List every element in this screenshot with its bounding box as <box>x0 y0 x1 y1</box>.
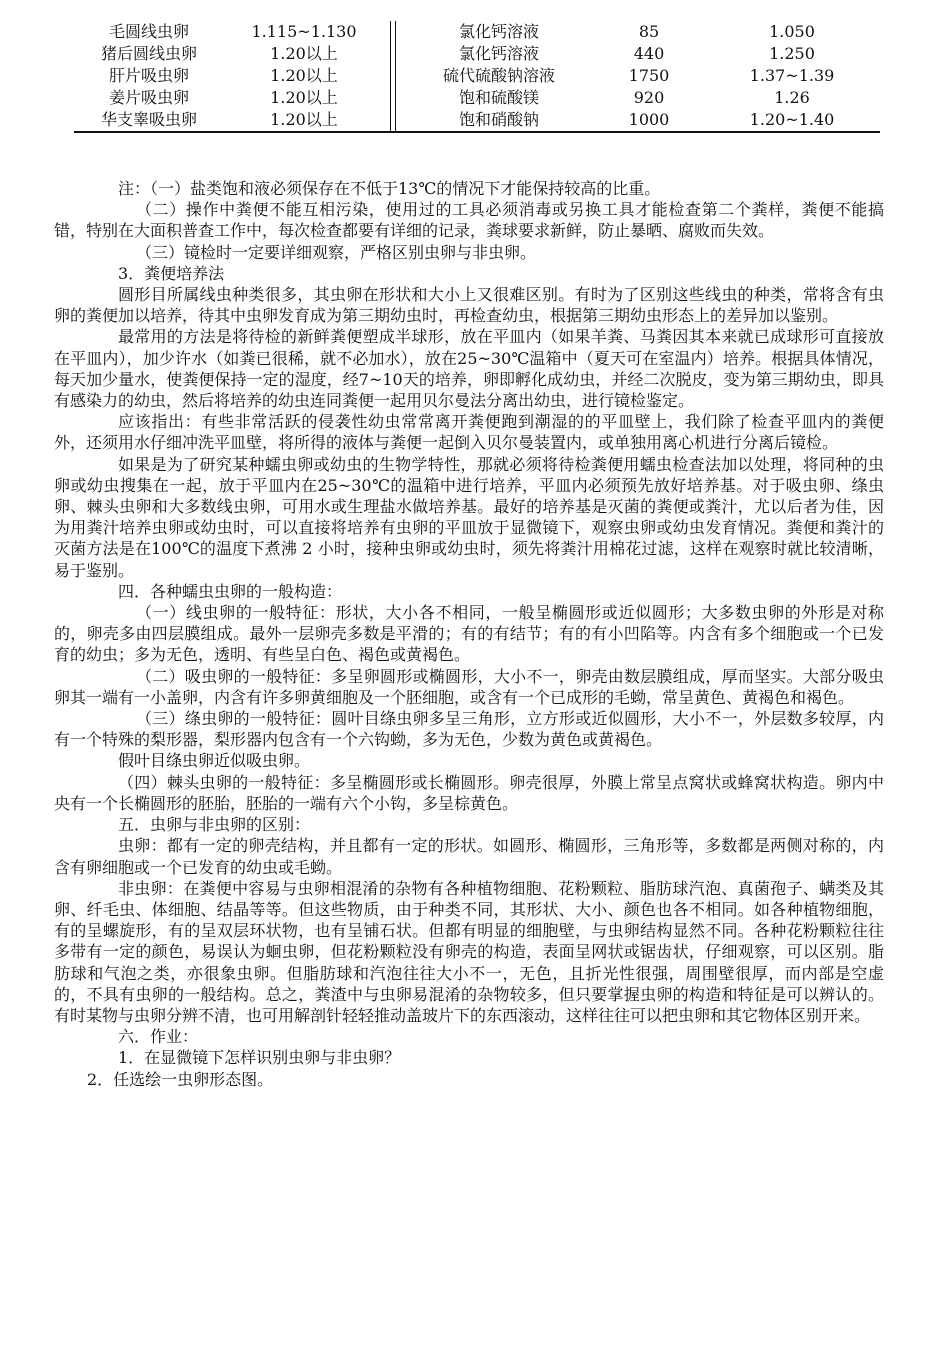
body-paragraph: 应该指出：有些非常活跃的侵袭性幼虫常常离开粪便跑到潮湿的的平皿壁上，我们除了检查平皿内的粪便外，还须用水仔细冲洗平皿壁，将所得的液体与粪便一起倒入贝尔曼装置内，或单独用离心机进行分离后镜检。 <box>54 412 884 453</box>
solution-amount-cell: 440 <box>633 44 665 63</box>
solution-amount-cell: 920 <box>633 88 665 107</box>
body-paragraph: （三）绦虫卵的一般特征：圆叶目绦虫卵多呈三角形，立方形或近似圆形，大小不一，外层数多较厚，内有一个特殊的梨形器，梨形器内包含有一个六钩蚴，多为无色，少数为黄色或黄褐色。 <box>54 709 884 750</box>
egg-gravity-cell: 1.20以上 <box>270 44 338 63</box>
egg-gravity-cell: 1.20以上 <box>270 66 338 85</box>
body-paragraph: （二）吸虫卵的一般特征：多呈卵圆形或椭圆形，大小不一，卵壳由数层膜组成，厚而坚实。大部分吸虫卵其一端有一小盖卵，内含有许多卵黄细胞及一个胚细胞，或含有一个已成形的毛蚴，常呈黄色、黄褐色和褐色。 <box>54 666 884 707</box>
gravity-table <box>74 21 880 133</box>
table-row <box>74 65 880 87</box>
section-heading: 五．虫卵与非虫卵的区别： <box>118 815 311 835</box>
solution-amount-cell: 1750 <box>628 66 670 85</box>
solution-name-cell: 氯化钙溶液 <box>458 44 539 63</box>
note-paragraph: （二）操作中粪便不能互相污染，使用过的工具必须消毒或另换工具才能检查第二个粪样，粪便不能搞错，特别在大面积普查工作中，每次检查都要有详细的记录，粪球要求新鲜，防止暴晒、腐败而失效。 <box>54 200 884 241</box>
solution-gravity-cell: 1.250 <box>769 44 815 63</box>
solution-name-cell: 硫代硫酸钠溶液 <box>442 66 555 85</box>
section-heading: 3．粪便培养法 <box>118 263 225 283</box>
solution-gravity-cell: 1.20~1.40 <box>749 110 835 129</box>
solution-name-cell: 饱和硫酸镁 <box>458 88 539 107</box>
assignment-item: 2．任选绘一虫卵形态图。 <box>87 1069 274 1089</box>
section-heading: 六．作业： <box>118 1027 199 1047</box>
body-paragraph: 虫卵：都有一定的卵壳结构，并且都有一定的形状。如圆形、椭圆形，三角形等，多数都是两侧对称的，内含有卵细胞或一个已发育的幼虫或毛蚴。 <box>54 836 884 877</box>
table-row <box>74 109 880 131</box>
solution-gravity-cell: 1.050 <box>769 22 815 41</box>
body-paragraph: 如果是为了研究某种蠕虫卵或幼虫的生物学特性，那就必须将待检粪便用蠕虫检查法加以处理，将同种的虫卵或幼虫搜集在一起，放于平皿内在25~30℃的温箱中进行培养，平皿内必须预先放好培养基。对于吸虫卵、绦虫卵、棘头虫卵和大多数线虫卵，可用水或生理盐水做培养基。最好的培养基是灭菌的粪便或粪汁，尤以后者为佳，因为用粪汁培养虫卵或幼虫时，可以直接将培养有虫卵的平皿放于显微镜下，观察虫卵或幼虫发育情况。粪便和粪汁的灭菌方法是在100℃的温度下煮沸 2 小时，接种虫卵或幼虫时，须先将粪汁用棉花过滤，这样在观察时就比较清晰，易于鉴别。 <box>54 454 884 580</box>
body-paragraph: （四）棘头虫卵的一般特征：多呈椭圆形或长椭圆形。卵壳很厚，外膜上常呈点窝状或蜂窝状构造。卵内中央有一个长椭圆形的胚胎，胚胎的一端有六个小钩，多呈棕黄色。 <box>54 772 884 813</box>
section-heading: 四．各种蠕虫虫卵的一般构造： <box>118 581 343 601</box>
solution-name-cell: 饱和硝酸钠 <box>458 110 539 129</box>
table-row <box>74 21 880 43</box>
egg-name-cell: 猪后圆线虫卵 <box>100 44 197 63</box>
table-row <box>74 87 880 109</box>
solution-name-cell: 氯化钙溶液 <box>458 22 539 41</box>
solution-gravity-cell: 1.26 <box>774 88 810 107</box>
solution-amount-cell: 85 <box>638 22 660 41</box>
body-paragraph: 最常用的方法是将待检的新鲜粪便塑成半球形，放在平皿内（如果羊粪、马粪因其本来就已成球形可直接放在平皿内），加少许水（如粪已很稀，就不必加水），放在25~30℃温箱中（夏天可在室温内）培养。根据具体情况，每天加少量水，使粪便保持一定的湿度，经7~10天的培养，卵即孵化成幼虫，并经二次脱皮，变为第三期幼虫，即具有感染力的幼虫，然后将培养的幼虫连同粪便一起用贝尔曼法分离出幼虫，进行镜检鉴定。 <box>54 327 884 411</box>
note-paragraph: （三）镜检时一定要详细观察，严格区别虫卵与非虫卵。 <box>136 242 537 262</box>
body-paragraph: 假叶目绦虫卵近似吸虫卵。 <box>118 751 311 771</box>
solution-gravity-cell: 1.37~1.39 <box>749 66 835 85</box>
egg-name-cell: 肝片吸虫卵 <box>108 66 189 85</box>
table-row <box>74 43 880 65</box>
egg-gravity-cell: 1.20以上 <box>270 110 338 129</box>
body-paragraph: 圆形目所属线虫种类很多，其虫卵在形状和大小上又很难区别。有时为了区别这些线虫的种类，常将含有虫卵的粪便加以培养，待其中虫卵发育成为第三期幼虫时，再检查幼虫，根据第三期幼虫形态上的差异加以鉴别。 <box>54 285 884 326</box>
egg-name-cell: 姜片吸虫卵 <box>108 88 189 107</box>
body-paragraph: （一）线虫卵的一般特征：形状，大小各不相同，一般呈椭圆形或近似圆形；大多数虫卵的外形是对称的，卵壳多由四层膜组成。最外一层卵壳多数是平滑的；有的有结节；有的有小凹陷等。内含有多个细胞或一个已发育的幼虫；多为无色，透明、有些呈白色、褐色或黄褐色。 <box>54 603 884 665</box>
assignment-item: 1．在显微镜下怎样识别虫卵与非虫卵？ <box>118 1048 401 1068</box>
note-paragraph: 注：（一）盐类饱和液必须保存在不低于13℃的情况下才能保持较高的比重。 <box>118 179 661 198</box>
egg-name-cell: 华支睾吸虫卵 <box>100 110 197 129</box>
egg-gravity-cell: 1.115~1.130 <box>251 22 357 41</box>
egg-gravity-cell: 1.20以上 <box>270 88 338 107</box>
body-paragraph: 非虫卵：在粪便中容易与虫卵相混淆的杂物有各种植物细胞、花粉颗粒、脂肪球汽泡、真菌孢子、螨类及其卵、纤毛虫、体细胞、结晶等等。但这些物质，由于种类不同，其形状、大小、颜色也各不相同。如各种植物细胞，有的呈螺旋形，有的呈双层环状物，也有呈铺石状。但都有明显的细胞壁，与虫卵结构显然不同。各种花粉颗粒往往多带有一定的颜色，易误认为蛔虫卵，但花粉颗粒没有卵壳的构造，表面呈网状或锯齿状，仔细观察，可以区别。脂肪球和气泡之类，亦很象虫卵。但脂肪球和汽泡往往大小不一，无色，且折光性很强，周围壁很厚，而内部是空虚的，不具有虫卵的一般结构。总之，粪渣中与虫卵易混淆的杂物较多，但只要掌握虫卵的构造和特征是可以辨认的。有时某物与虫卵分辨不清，也可用解剖针轻轻推动盖玻片下的东西滚动，这样往往可以把虫卵和其它物体区别开来。 <box>54 878 884 1025</box>
egg-name-cell: 毛圆线虫卵 <box>108 22 189 41</box>
body-text <box>54 178 884 1090</box>
solution-amount-cell: 1000 <box>628 110 670 129</box>
